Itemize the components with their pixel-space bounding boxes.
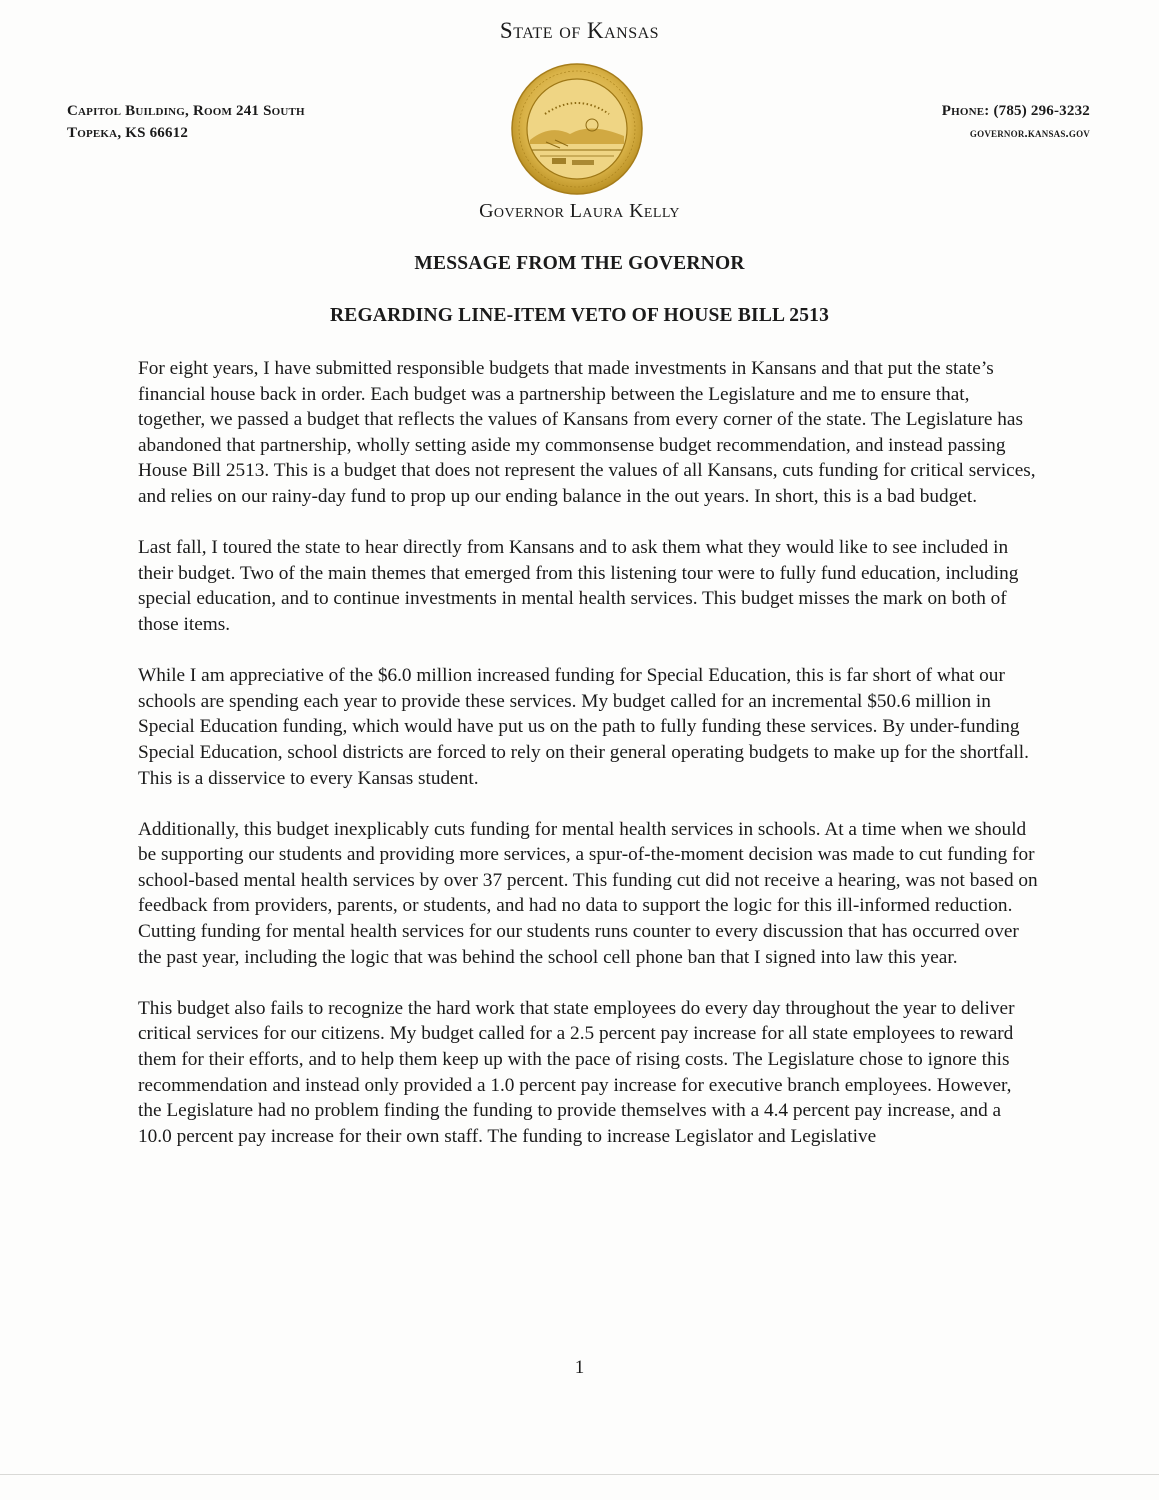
page-number: 1: [574, 1357, 585, 1378]
address-line-2: Topeka, KS 66612: [67, 125, 189, 141]
office-contact: [942, 100, 1090, 144]
address-line-1: Capitol Building, Room 241 South: [67, 103, 305, 119]
state-title: State of Kansas: [499, 18, 660, 43]
governor-name: Governor Laura Kelly: [479, 200, 680, 222]
scan-edge-divider: [0, 1474, 1159, 1475]
paragraph: Last fall, I toured the state to hear directly from Kansans and to ask them what they would like to see included in their budget. Two of the main themes that emerged from this listening tour were to fully fund education, including special education, and to continue investments in mental health services. This budget misses the mark on both of those items.: [138, 537, 1019, 635]
phone-number: Phone: (785) 296-3232: [941, 103, 1090, 119]
paragraph: For eight years, I have submitted responsible budgets that made investments in Kansans and that put the state’s financial house back in order. Each budget was a partnership between the Legislature and me to ensure that, together, we passed a budget that reflects the values of Kansans from every corner of the state. The Legislature has abandoned that partnership, wholly setting aside my commonsense budget recommendation, and instead passing House Bill 2513. This is a budget that does not represent the values of all Kansans, cuts funding for critical services, and relies on our rainy-day fund to prop up our ending balance in the out years. In short, this is a bad budget.: [138, 358, 1036, 507]
paragraph: This budget also fails to recognize the hard work that state employees do every day throughout the year to deliver critical services for our citizens. My budget called for a 2.5 percent pay increase for all state employees to reward them for their efforts, and to help them keep up with the pace of rising costs. The Legislature chose to ignore this recommendation and instead only provided a 1.0 percent pay increase for executive branch employees. However, the Legislature had no problem finding the funding to provide themselves with a 4.4 percent pay increase, and a 10.0 percent pay increase for their own staff. The funding to increase Legislator and Legislative: [138, 997, 1015, 1147]
state-seal-icon: [510, 62, 644, 196]
website: governor.kansas.gov: [969, 126, 1090, 140]
letter-body: [138, 356, 1038, 1175]
paragraph: While I am appreciative of the $6.0 million increased funding for Special Education, this is far short of what our schools are spending each year to provide these services. My budget called for an incremental $50.6 million in Special Education funding, which would have put us on the path to fully funding these services. By under-funding Special Education, school districts are forced to rely on their general operating budgets to make up for the shortfall. This is a disservice to every Kansas student.: [138, 665, 1029, 789]
subject-heading: REGARDING LINE-ITEM VETO OF HOUSE BILL 2513: [329, 305, 830, 326]
office-address: [67, 100, 305, 144]
paragraph: Additionally, this budget inexplicably cuts funding for mental health services in schools. At a time when we should be supporting our students and providing more services, a spur-of-the-moment decision was made to cut funding for school-based mental health services by over 37 percent. This funding cut did not receive a hearing, was not based on feedback from providers, parents, or students, and had no data to support the logic for this ill-informed reduction. Cutting funding for mental health services for our students runs counter to every discussion that has occurred over the past year, including the logic that was behind the school cell phone ban that I signed into law this year.: [138, 818, 1038, 968]
message-heading: MESSAGE FROM THE GOVERNOR: [414, 253, 745, 274]
